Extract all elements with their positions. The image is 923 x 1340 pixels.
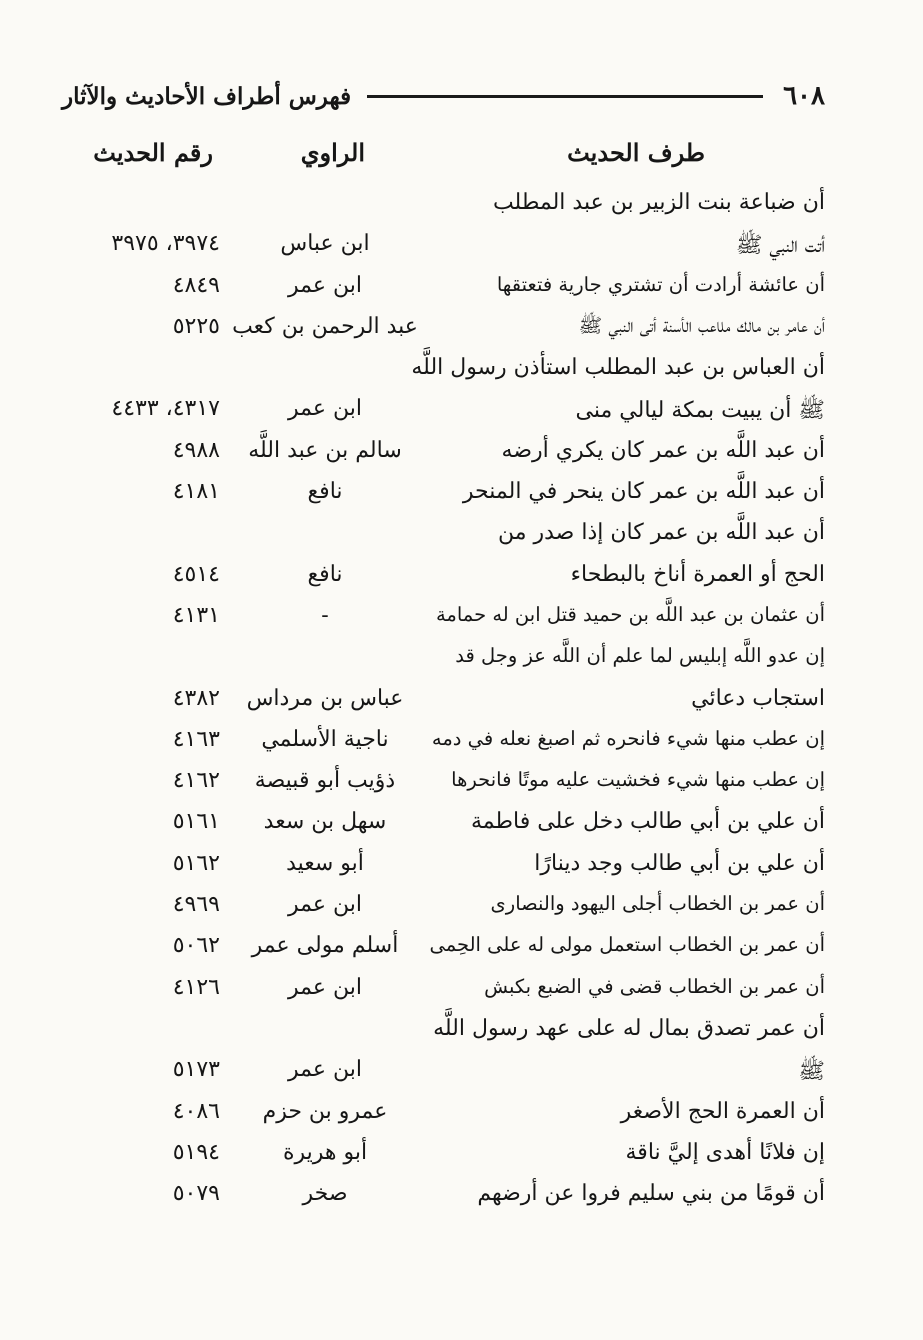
hadith-number: ٤٣٨٢ — [172, 685, 220, 711]
table-row — [62, 227, 825, 268]
column-header-hadith: طرف الحديث — [567, 138, 705, 167]
hadith-text: ﷺ أن يبيت بمكة ليالي منى — [575, 398, 825, 424]
page-number: ٦٠٨ — [783, 81, 825, 111]
narrator: ناجية الأسلمي — [261, 726, 389, 752]
hadith-text: أن ضباعة بنت الزبير بن عبد المطلب — [492, 190, 825, 215]
hadith-text: الحج أو العمرة أناخ بالبطحاء — [570, 561, 825, 587]
hadith-text: أن عمر تصدق بمال له على عهد رسول اللَّه — [433, 1015, 825, 1041]
table-row — [62, 558, 825, 599]
hadith-number: ٤١٣١ — [172, 602, 220, 628]
hadith-number: ٤٠٨٦ — [172, 1098, 220, 1124]
hadith-number: ٥١٩٤ — [172, 1139, 220, 1165]
narrator: عباس بن مرداس — [246, 685, 404, 711]
hadith-number: ٤٨٤٩ — [172, 272, 220, 298]
table-row — [62, 351, 825, 392]
hadith-text: أن عبد اللَّه بن عمر كان يكري أرضه — [501, 437, 825, 463]
page-header — [62, 78, 825, 114]
hadith-text: أن علي بن أبي طالب وجد دينارًا — [534, 850, 825, 876]
narrator: - — [321, 602, 329, 628]
table-row — [62, 310, 825, 351]
narrator: ابن عمر — [288, 892, 362, 918]
hadith-text: إن عدو اللَّه إبليس لما علم أن اللَّه عز وجل قد — [455, 644, 825, 668]
running-title: فهرس أطراف الأحاديث والآثار — [62, 82, 352, 110]
narrator: أسلم مولى عمر — [251, 933, 399, 959]
hadith-number: ٥٠٦٢ — [172, 933, 220, 959]
hadith-text: أن عامر بن مالك ملاعب الأسنة أتى النبي ﷺ — [578, 313, 825, 337]
narrator: أبو سعيد — [286, 850, 364, 876]
table-row — [62, 186, 825, 227]
index-table — [62, 186, 825, 1218]
table-row — [62, 392, 825, 433]
table-row — [62, 1136, 825, 1177]
narrator: ابن عمر — [288, 396, 362, 422]
hadith-number: ٤٣١٧، ٤٤٣٣ — [111, 396, 220, 422]
narrator: ابن عمر — [288, 974, 362, 1000]
table-row — [62, 723, 825, 764]
table-row — [62, 929, 825, 970]
table-row — [62, 805, 825, 846]
table-row — [62, 434, 825, 475]
narrator: عبد الرحمن بن كعب — [232, 313, 418, 339]
hadith-number: ٤١٦٢ — [172, 768, 220, 794]
hadith-text: أن العباس بن عبد المطلب استأذن رسول اللَّه — [411, 355, 825, 381]
column-header-narrator: الراوي — [300, 138, 365, 167]
table-row — [62, 971, 825, 1012]
hadith-number: ٤١٦٣ — [172, 726, 220, 752]
hadith-text: أن عمر بن الخطاب قضى في الضبع بكبش — [484, 974, 825, 998]
hadith-number: ٥١٦٢ — [172, 850, 220, 876]
narrator: سالم بن عبد اللَّه — [248, 437, 402, 463]
narrator: صخر — [302, 1181, 348, 1207]
hadith-text: إن عطب منها شيء فخشيت عليه موتًا فانحرها — [451, 768, 825, 792]
narrator: سهل بن سعد — [263, 809, 387, 835]
hadith-text: أن عثمان بن عبد اللَّه بن حميد قتل ابن له حمامة — [435, 602, 825, 626]
hadith-number: ٤٩٦٩ — [172, 892, 220, 918]
table-row — [62, 640, 825, 681]
hadith-text: أن عائشة أرادت أن تشتري جارية فتعتقها — [496, 272, 825, 296]
hadith-text: استجاب دعائي — [691, 685, 825, 711]
hadith-text: أن عمر بن الخطاب أجلى اليهود والنصارى — [490, 892, 825, 916]
hadith-text: أن عبد اللَّه بن عمر كان ينحر في المنحر — [462, 479, 825, 505]
narrator: ابن عمر — [288, 272, 362, 298]
narrator: نافع — [307, 479, 343, 505]
narrator: ابن عمر — [288, 1057, 362, 1083]
hadith-number: ٥٠٧٩ — [172, 1181, 220, 1207]
table-row — [62, 516, 825, 557]
header-rule — [367, 95, 763, 98]
hadith-text: إن عطب منها شيء فانحره ثم اصبغ نعله في دمه — [431, 726, 825, 750]
narrator: ابن عباس — [280, 231, 370, 257]
hadith-number: ٥١٦١ — [172, 809, 220, 835]
table-row — [62, 1053, 825, 1094]
hadith-text: ﷺ — [798, 1059, 825, 1085]
table-row — [62, 475, 825, 516]
hadith-text: أن عبد اللَّه بن عمر كان إذا صدر من — [497, 520, 825, 546]
hadith-number: ٤٥١٤ — [172, 561, 220, 587]
hadith-text: أن قومًا من بني سليم فروا عن أرضهم — [477, 1181, 825, 1207]
table-row — [62, 1012, 825, 1053]
table-row — [62, 888, 825, 929]
table-row — [62, 599, 825, 640]
hadith-number: ٥٢٢٥ — [172, 313, 220, 339]
narrator: ذؤيب أبو قبيصة — [254, 768, 396, 794]
hadith-number: ٣٩٧٤، ٣٩٧٥ — [111, 231, 220, 257]
hadith-text: أن العمرة الحج الأصغر — [620, 1098, 825, 1124]
hadith-text: أتت النبي ﷺ — [735, 233, 825, 259]
hadith-number: ٤١٢٦ — [172, 974, 220, 1000]
narrator: عمرو بن حزم — [262, 1098, 388, 1124]
hadith-number: ٥١٧٣ — [172, 1057, 220, 1083]
narrator: أبو هريرة — [282, 1139, 368, 1165]
column-header-number: رقم الحديث — [93, 138, 213, 167]
hadith-text: أن عمر بن الخطاب استعمل مولى له على الحِمى — [429, 933, 825, 957]
hadith-number: ٤١٨١ — [172, 479, 220, 505]
table-row — [62, 269, 825, 310]
table-row — [62, 1095, 825, 1136]
hadith-text: أن علي بن أبي طالب دخل على فاطمة — [471, 809, 825, 835]
table-row — [62, 764, 825, 805]
narrator: نافع — [307, 561, 343, 587]
hadith-text: إن فلانًا أهدى إليَّ ناقة — [625, 1139, 825, 1165]
column-headers — [62, 138, 825, 178]
table-row — [62, 682, 825, 723]
table-row — [62, 847, 825, 888]
hadith-number: ٤٩٨٨ — [172, 437, 220, 463]
table-row — [62, 1177, 825, 1218]
